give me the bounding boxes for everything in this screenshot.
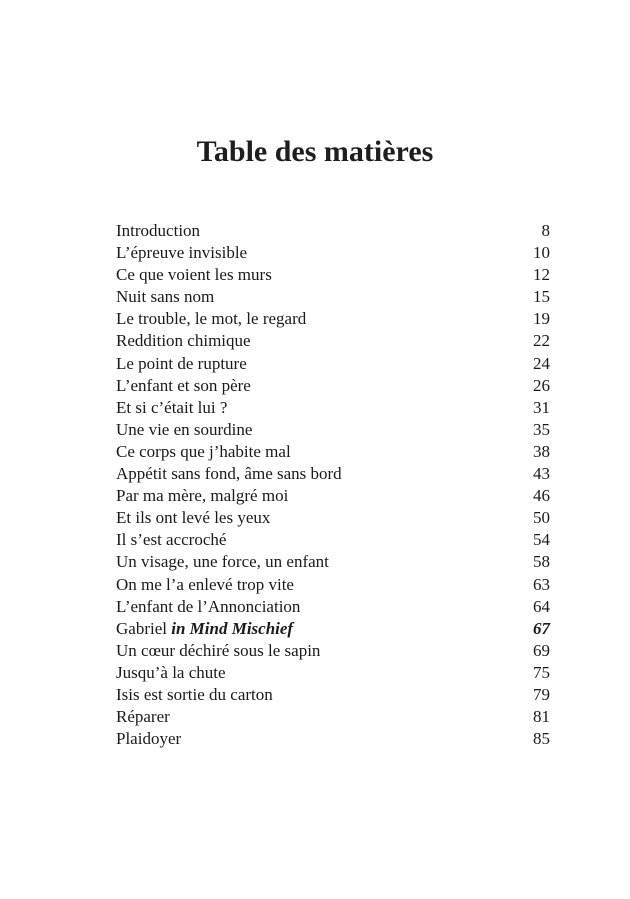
toc-entry [116,574,550,596]
toc-entry-page: 26 [533,375,550,395]
toc-entry-page: 81 [533,707,550,727]
toc-entry-page: 31 [533,397,550,417]
toc-entry-label: Jusqu’à la chute [116,662,226,682]
toc-entry-page: 67 [533,618,550,638]
table-of-contents [116,220,550,750]
toc-entry-label: Par ma mère, malgré moi [116,486,289,506]
toc-entry-emphasized [116,618,550,640]
toc-entry-page: 10 [533,243,550,263]
toc-entry-label: Un cœur déchiré sous le sapin [116,640,321,660]
toc-entry [116,308,550,330]
toc-entry [116,728,550,750]
toc-entry-label: L’enfant de l’Annonciation [116,596,301,616]
toc-entry-label: Ce que voient les murs [116,265,272,285]
toc-entry-label: Introduction [116,221,201,240]
toc-entry [116,375,550,397]
page-title: Table des matières [196,135,434,168]
toc-entry-label: Nuit sans nom [116,287,215,307]
toc-entry [116,286,550,308]
toc-entry [116,353,550,375]
toc-entry-page: 24 [533,353,550,373]
toc-entry [116,596,550,618]
toc-entry-page: 54 [533,530,550,550]
toc-entry-page: 85 [533,729,550,749]
toc-entry-label: L’enfant et son père [116,375,251,395]
toc-entry-label: L’épreuve invisible [116,243,248,263]
toc-entry [116,706,550,728]
toc-entry-label-plain: Gabriel [116,618,172,638]
toc-entry [116,507,550,529]
toc-entry-label: Isis est sortie du carton [116,684,273,704]
toc-entry-label: Il s’est accroché [116,530,227,550]
toc-entry-page: 79 [533,684,550,704]
toc-entry-page: 22 [533,331,550,351]
toc-entry-page: 46 [533,486,550,506]
toc-entry-page: 64 [533,596,550,616]
toc-entry [116,419,550,441]
toc-entry-page: 63 [533,574,550,594]
toc-entry [116,330,550,352]
toc-entry-page: 50 [533,508,550,528]
toc-entry [116,397,550,419]
toc-entry-page: 69 [533,640,550,660]
toc-entry-label: Et ils ont levé les yeux [116,508,271,528]
toc-entry-label [116,618,293,640]
toc-entry-label: Ce corps que j’habite mal [116,441,291,461]
toc-entry-label: Le point de rupture [116,353,247,373]
toc-entry [116,662,550,684]
toc-entry-page: 58 [533,552,550,572]
toc-entry-page: 19 [533,309,550,329]
toc-entry-page: 8 [541,221,550,240]
toc-entry [116,264,550,286]
toc-entry [116,441,550,463]
toc-entry [116,640,550,662]
toc-entry-label: Une vie en sourdine [116,419,253,439]
toc-entry [116,242,550,264]
toc-entry [116,684,550,706]
toc-entry [116,463,550,485]
toc-entry-label: Le trouble, le mot, le regard [116,309,307,329]
toc-entry-label: Plaidoyer [116,729,182,749]
toc-entry-page: 38 [533,441,550,461]
toc-entry-page: 35 [533,419,550,439]
toc-entry-label: Réparer [116,707,170,727]
toc-entry-label-emphasis: in Mind Mischief [171,618,294,638]
toc-entry-label: On me l’a enlevé trop vite [116,574,294,594]
toc-entry-page: 15 [533,287,550,307]
toc-entry-page: 75 [533,662,550,682]
toc-entry-page: 43 [533,464,550,484]
toc-entry-label: Et si c’était lui ? [116,397,228,417]
toc-entry-page: 12 [533,265,550,285]
toc-entry [116,220,550,242]
toc-entry-label: Reddition chimique [116,331,251,351]
toc-entry-label: Appétit sans fond, âme sans bord [116,464,342,484]
toc-entry [116,485,550,507]
toc-entry [116,551,550,573]
toc-entry [116,529,550,551]
toc-entry-label: Un visage, une force, un enfant [116,552,329,572]
